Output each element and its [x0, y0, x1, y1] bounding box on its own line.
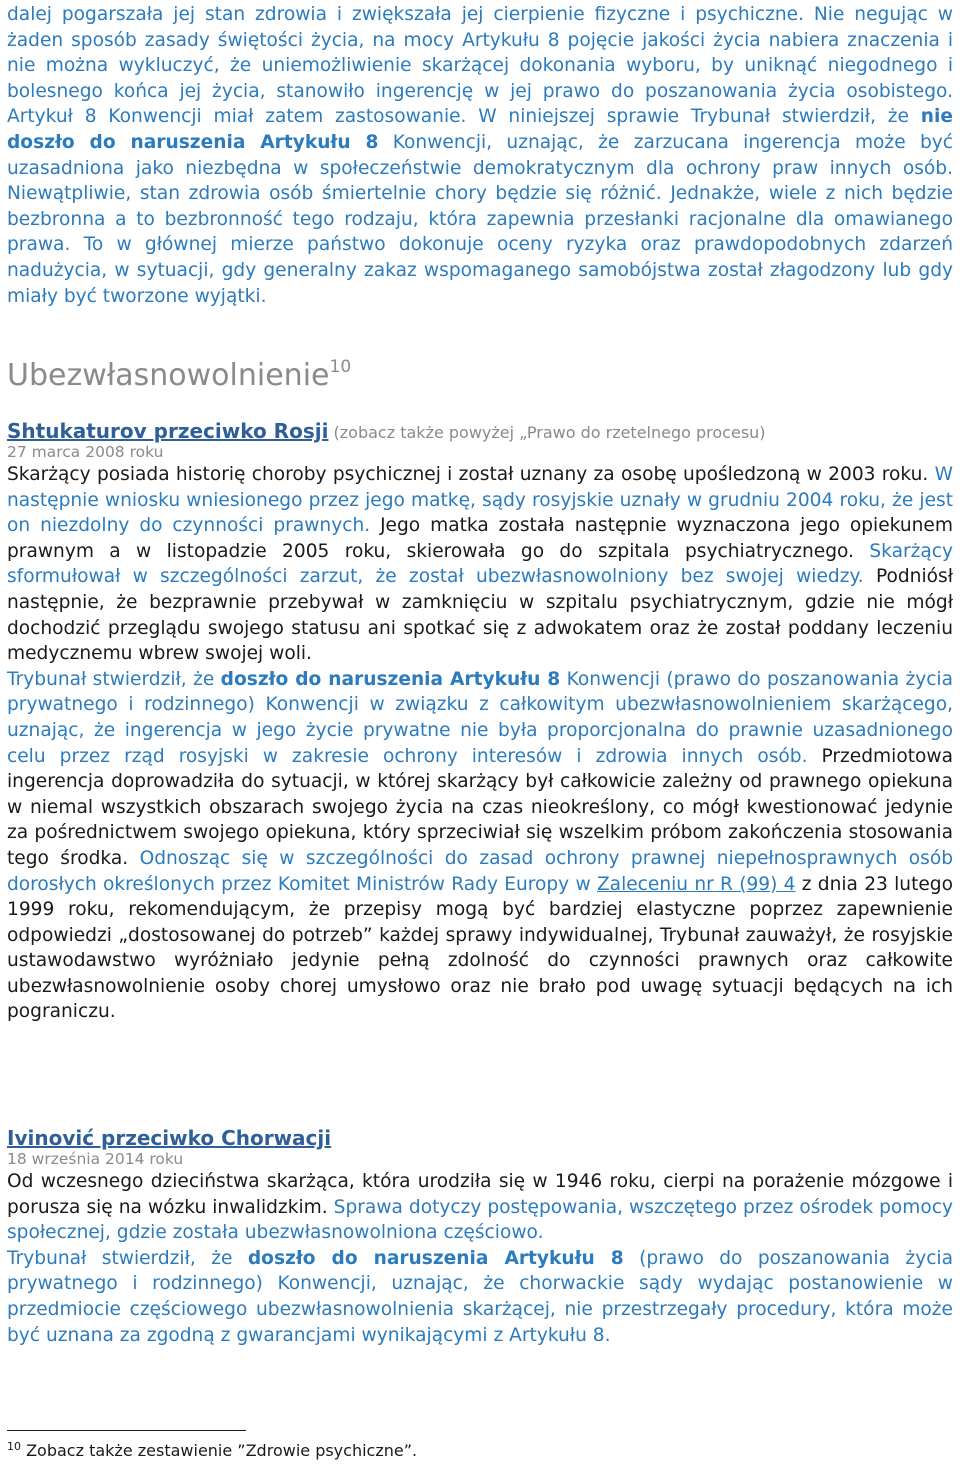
- case-date: 18 września 2014 roku: [7, 1150, 184, 1168]
- footnote-ref[interactable]: 10: [329, 357, 352, 377]
- verdict-emphasis: nie doszło do naruszenia Artykułu 8: [7, 106, 953, 153]
- text-run: Trybunał stwierdził, że: [7, 668, 215, 690]
- verdict-emphasis: doszło do naruszenia Artykułu 8: [247, 1247, 624, 1269]
- footnote-text: Zobacz także zestawienie ”Zdrowie psychiczne”.: [26, 1441, 418, 1460]
- case-date: 27 marca 2008 roku: [7, 443, 164, 461]
- text-run: Jednakże, wiele z nich będzie bezbronna a to bezbronność tego rodzaju, która zapewnia przesłanki racjonalne dla omawianego prawa.: [7, 183, 953, 256]
- case-facts-paragraph: [7, 1169, 953, 1246]
- text-run: Odnosząc się w szczególności do zasad ochrony prawnej niepełnosprawnych osób dorosłych określonych przez Komitet Ministrów Rady Europy w: [7, 847, 953, 895]
- text-run: Trybunał stwierdził, że: [7, 1247, 233, 1269]
- text-run: To w głównej mierze państwo dokonuje oceny ryzyka oraz prawdopodobnych zdarzeń nadużycia, w sytuacji, gdy generalny zakaz wspomaganego samobójstwa został złagodzony lub gdy miały być tworzone wyjątki.: [7, 234, 953, 307]
- case-shtukaturov: [7, 419, 953, 1025]
- text-run: Od wczesnego dzieciństwa skarżąca, która urodziła się w 1946 roku, cierpi na porażenie mózgowe i porusza się na wózku inwalidzkim.: [7, 1171, 953, 1218]
- text-run: (prawo do poszanowania życia prywatnego i rodzinnego) Konwencji, uznając, że chorwackie sądy wydając postanowienie w przedmiocie częściowego ubezwłasnowolnienia skarżącej, nie przestrzegały procedury, która może być uznana za zgodną z gwarancjami wynikającymi z Artykułu 8.: [7, 1247, 953, 1346]
- text-run: Podniósł następnie, że bezprawnie przebywał w zamknięciu w szpitalu psychiatrycznym, gdzie nie mógł dochodzić przeglądu swojego statusu ani spotkać się z adwokatem oraz że został poddany leczeniu medycznemu wbrew swojej woli.: [7, 566, 953, 665]
- case-note: (zobacz także powyżej „Prawo do rzetelnego procesu): [333, 423, 766, 442]
- recommendation-link[interactable]: Zaleceniu nr R (99) 4: [596, 873, 796, 895]
- case-header: [7, 1126, 953, 1150]
- section-heading: [7, 356, 351, 396]
- case-title-link[interactable]: Shtukaturov przeciwko Rosji: [7, 419, 329, 443]
- text-run: z dnia 23 lutego 1999 roku, rekomendującym, że przepisy mogą być bardziej elastyczne poprzez zapewnienie odpowiedzi „dostosowanej do potrzeb” każdej sprawy indywidualnej, Trybunał zauważył, że rosyjskie ustawodawstwo wyróżniało jedynie pełną zdolność do czynności prawnych oraz całkowite ubezwłasnowolnienie osoby chorej umysłowo oraz nie brało pod uwagę sytuacji będących na ich pograniczu.: [7, 873, 953, 1023]
- text-run: W następnie wniosku wniesionego przez jego matkę, sądy rosyjskie uznały w grudniu 2004 roku, że jest on niezdolny do czynności prawnych.: [7, 464, 953, 537]
- case-header: [7, 419, 953, 443]
- footnote: [7, 1441, 417, 1461]
- text-run: Jego matka została następnie wyznaczona jego opiekunem prawnym a w listopadzie 2005 roku, skierowała go do szpitala psychiatrycznego.: [7, 515, 953, 562]
- text-run: Skarżący sformułował w szczególności zarzut, że został ubezwłasnowolniony bez swojej wiedzy.: [7, 540, 954, 588]
- section-heading-text: Ubezwłasnowolnienie: [7, 358, 330, 393]
- text-run: Przedmiotowa ingerencja doprowadziła do sytuacji, w której skarżący był całkowicie zależny od prawnego opiekuna w niemal wszystkich obszarach swojego życia na czas nieokreślony, co mógł kwestionować jedynie za pośrednictwem swojego opiekuna, który sprzeciwiał się wszelkim próbom zakończenia stosowania tego środka.: [7, 745, 953, 869]
- text-run: Konwencji, uznając, że zarzucana ingerencja może być uzasadniona jako niezbędna w społeczeństwie demokratycznym dla ochrony praw innych osób.: [7, 131, 953, 179]
- text-run: dalej pogarszała jej stan zdrowia i zwiększała jej cierpienie fizyczne i psychiczne. Nie negując w żaden sposób zasady świętości życia, na mocy Artykułu 8 pojęcie jakości życia nabiera znaczenia i nie można wykluczyć, że uniemożliwienie skarżącej dokonania wyboru, by uniknąć niegodnego i bolesnego końca jej życia, stanowiło ingerencję w jej prawo do poszanowania życia osobistego. Artykuł 8 Konwencji miał zatem zastosowanie.: [7, 4, 953, 128]
- case-verdict-paragraph: [7, 667, 953, 1025]
- assisted-suicide-paragraph: [7, 2, 953, 309]
- case-ivinovic: [7, 1126, 953, 1348]
- text-run: Niewątpliwie, stan zdrowia osób śmiertelnie chory będzie się różnić.: [7, 183, 662, 205]
- case-verdict-paragraph: [7, 1246, 953, 1348]
- case-facts-paragraph: [7, 462, 953, 667]
- footnote-divider: [7, 1430, 246, 1431]
- footnote-number: 10: [7, 1440, 21, 1453]
- text-run: Sprawa dotyczy postępowania, wszczętego przez ośrodek pomocy społecznej, gdzie została ubezwłasnowolniona częściowo.: [7, 1196, 953, 1244]
- case-title-link[interactable]: Ivinović przeciwko Chorwacji: [7, 1126, 332, 1150]
- text-run: W niniejszej sprawie Trybunał stwierdził, że: [478, 106, 909, 128]
- verdict-emphasis: doszło do naruszenia Artykułu 8: [220, 668, 561, 690]
- text-run: Konwencji (prawo do poszanowania życia prywatnego i rodzinnego) Konwencji w związku z całkowitym ubezwłasnowolnieniem skarżącego, uznając, że ingerencja w jego życie prywatne nie była proporcjonalna do prawnie uzasadnionego celu przez rząd rosyjski w zakresie ochrony interesów i zdrowia innych osób.: [7, 668, 953, 767]
- text-run: Skarżący posiada historię choroby psychicznej i został uznany za osobę upośledzoną w 2003 roku.: [7, 464, 929, 485]
